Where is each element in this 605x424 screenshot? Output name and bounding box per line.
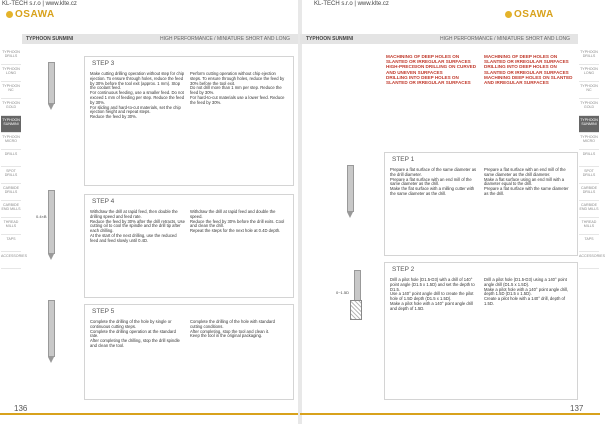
- side-item[interactable]: SPOT DRILLS: [579, 167, 599, 184]
- drill-illustration: [48, 62, 55, 104]
- drill-illustration: [48, 190, 55, 254]
- sun-icon: [505, 11, 512, 18]
- side-navigation: [579, 48, 605, 269]
- dimension-label: 0.4×B: [36, 214, 47, 219]
- side-item-active[interactable]: TYPHOON SUNMINI: [579, 116, 599, 133]
- step-1-label: STEP 1: [392, 156, 415, 163]
- footer-bar: [300, 413, 600, 415]
- step-2-text-left: Drill a pilot hole (D1.5-D3) with a drill of 140° point angle (D1.5 x 1.5D) and set the depth to D1.5. Use a 140° point angle drill to create the pilot hole of 1.5D depth (D1.5 x 1.5D). Make a pilot hole with a 140° point angle drill and depth of 1.5D.: [390, 277, 475, 311]
- side-item[interactable]: TYPHOON MICRO: [579, 133, 599, 150]
- side-item[interactable]: TYPHOON LONG: [1, 65, 21, 82]
- section-subtitle: HIGH PERFORMANCE / MINIATURE SHORT AND LONG: [440, 36, 571, 42]
- side-item-active[interactable]: TYPHOON SUNMINI: [1, 116, 21, 133]
- side-item[interactable]: TYPHOON GOLD: [1, 99, 21, 116]
- header-url[interactable]: KL-TECH s.r.o | www.klte.cz: [314, 1, 389, 7]
- side-item[interactable]: TYPHOON LONG: [579, 65, 599, 82]
- header-url[interactable]: KL-TECH s.r.o | www.klte.cz: [2, 1, 77, 7]
- step-4-label: STEP 4: [92, 198, 115, 205]
- drill-illustration: [48, 300, 55, 357]
- step-1-text-left: Prepare a flat surface of the same diameter as the drill diameter. Prepare a flat surface with an end mill of the same diameter as the drill. Make the flat surface with a milling cutter with the same diameter as the drill.: [390, 167, 477, 196]
- step-5-label: STEP 5: [92, 308, 115, 315]
- intro-note-left: MACHINING OF DEEP HOLES ON SLANTED OR IRREGULAR SURFACES HIGH-PRECISION DRILLING ON CURVED AND UNEVEN SURFACES DRILLING INTO DEEP HOLES ON SLANTED OR IRREGULAR SURFACES: [386, 54, 477, 86]
- side-item[interactable]: TYPHOON DRILLS: [579, 48, 599, 65]
- side-item[interactable]: TYPHOON NC: [1, 82, 21, 99]
- page-number: 136: [14, 404, 28, 413]
- side-item[interactable]: DRILLS: [1, 150, 21, 167]
- side-navigation: [1, 48, 27, 269]
- intro-note-right: MACHINING OF DEEP HOLES ON SLANTED OR IRREGULAR SURFACES DRILLING INTO DEEP HOLES ON SLANTED OR IRREGULAR SURFACES MACHINING DEEP HOLES ON SLANTED AND IRREGULAR SURFACES: [484, 54, 573, 86]
- step-3-text-right: Perform cutting operation without chip ejection steps. To ensure through holes, reduce the feed by 30% before the tool exit. Do not drill more than 1 mm per step. Reduce the feed by 30%. For hard-to-cut materials use a lower feed. Reduce the feed by 30%.: [190, 71, 285, 105]
- drill-tip-shape: [48, 254, 54, 260]
- side-item[interactable]: TYPHOON DRILLS: [1, 48, 21, 65]
- side-item[interactable]: CARBIDE END MILLS: [1, 201, 21, 218]
- side-item[interactable]: TYPHOON MICRO: [1, 133, 21, 150]
- right-page: [300, 0, 605, 424]
- section-title: TYPHOON SUNMINI: [306, 36, 354, 42]
- page-number: 137: [570, 404, 584, 413]
- drill-illustration: [347, 165, 354, 212]
- side-item[interactable]: CARBIDE END MILLS: [579, 201, 599, 218]
- section-subtitle: HIGH PERFORMANCE / MINIATURE SHORT AND LONG: [160, 36, 291, 42]
- drill-tip-shape: [48, 104, 54, 110]
- dimension-label: 0~1.5D: [336, 290, 350, 295]
- footer-bar: [0, 413, 300, 415]
- side-item[interactable]: THREAD MILLS: [579, 218, 599, 235]
- side-item[interactable]: DRILLS: [579, 150, 599, 167]
- workpiece-hatch: [350, 300, 362, 320]
- step-5-text-right: Complete the drilling of the hole with standard cutting conditions. After completing, stop the tool and clean it. Keep the tool in the original packaging.: [190, 319, 275, 339]
- sun-icon: [6, 11, 13, 18]
- side-item[interactable]: SPOT DRILLS: [1, 167, 21, 184]
- drill-tip-shape: [48, 357, 54, 363]
- side-item[interactable]: ACCESSORIES: [579, 252, 599, 269]
- step-1-text-right: Prepare a flat surface with an end mill of the same diameter as the drill diameter. Make a flat surface using an end mill with a diameter equal to the drill. Prepare a flat surface with the same diameter as the drill.: [484, 167, 569, 196]
- step-5-text-left: Complete the drilling of the hole by single or continuous cutting steps. Complete the drilling operation at the standard rate. After completing the drilling, stop the drill spindle and clean the tool.: [90, 319, 180, 348]
- step-4-text-right: Withdraw the drill at rapid feed and double the speed. Reduce the feed by 30% before the drill exits. Cool and clean the drill. Repeat the steps for the next hole at 0.4D depth.: [190, 209, 285, 234]
- brand-logo: OSAWA: [6, 9, 55, 20]
- side-item[interactable]: CARBIDE DRILLS: [579, 184, 599, 201]
- side-item[interactable]: TYPHOON NC: [579, 82, 599, 99]
- step-4-text-left: Withdraw the drill at rapid feed, then double the drilling speed and feed rate. Reduce the feed by 30% after the drill retracts. Use cutting oil to cool the spindle and the drill tip after each drilling. At the start of the next drilling, use the reduced feed and feed slowly until 0.4D.: [90, 209, 185, 243]
- step-3-text-left: Make cutting drilling operation without step for chip ejection. To ensure through holes, reduce the feed by 30% before the tool exit (approx. 1 mm). Stop the coolant feed. For continuous feeding, use a smaller feed. Do not exceed 1 mm of feeding per step. Reduce the feed by 30%. For sliding and hard-to-cut materials, set the chip ejection height and repeat steps. Reduce the feed by 30%.: [90, 71, 185, 120]
- step-2-text-right: Drill a pilot hole (D1.5-D3) using a 140° point angle drill (D1.5 x 1.5D). Make a pilot hole with a 140° point angle drill, depth 1.5D (D1.5 x 1.5D). Create a pilot hole with a 140° drill, depth of 1.5D.: [484, 277, 569, 306]
- step-2-label: STEP 2: [392, 266, 415, 273]
- step-3-label: STEP 3: [92, 60, 115, 67]
- side-item[interactable]: TAPS: [1, 235, 21, 252]
- drill-tip-shape: [347, 212, 353, 218]
- side-item[interactable]: TYPHOON GOLD: [579, 99, 599, 116]
- brand-logo: OSAWA: [505, 9, 554, 20]
- side-item[interactable]: ACCESSORIES: [1, 252, 21, 269]
- left-page: [0, 0, 300, 424]
- section-title: TYPHOON SUNMINI: [26, 36, 74, 42]
- side-item[interactable]: TAPS: [579, 235, 599, 252]
- side-item[interactable]: THREAD MILLS: [1, 218, 21, 235]
- side-item[interactable]: CARBIDE DRILLS: [1, 184, 21, 201]
